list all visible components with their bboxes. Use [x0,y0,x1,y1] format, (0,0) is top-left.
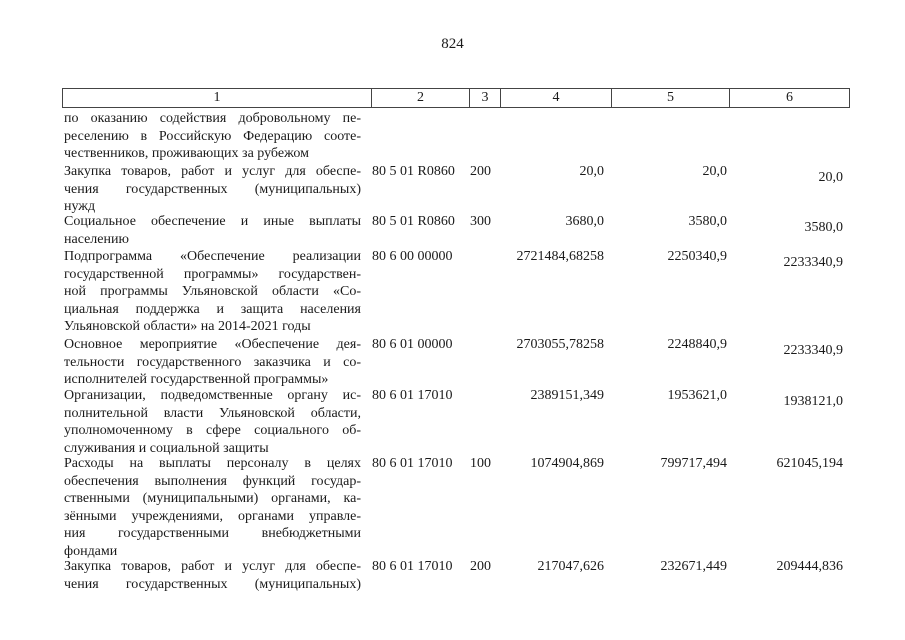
row-code: 80 6 01 00000 [372,337,453,352]
row-name-line: фондами [64,543,118,559]
row-vr: 100 [470,456,491,471]
row-name-line: Основное мероприятие «Обеспечение дея- [64,337,361,352]
row-value-5: 799717,494 [660,456,727,471]
row-name-line: населению [64,231,129,247]
row-name-line: зёнными учреждениями, органами управле- [64,508,361,524]
row-code: 80 6 01 17010 [372,388,453,403]
row-name-line: ной программы Ульяновской области «Со- [64,284,361,300]
header-col-4: 4 [501,89,612,107]
row-value-4: 2721484,68258 [516,249,604,264]
row-name-line: Расходы на выплаты персоналу в целях [64,456,361,471]
row-name-line: исполнителей государственной программы» [64,372,329,388]
row-name-line: тельности государственного заказчика и со- [64,354,361,370]
row-value-4: 217047,626 [537,559,604,574]
row-name-line: государственной программы» государствен- [64,266,361,282]
row-name-line: Организации, подведомственные органу ис- [64,388,361,403]
row-value-4: 2703055,78258 [516,337,604,352]
row-name-line: чения государственных (муниципальных) [64,181,361,197]
row-value-5: 20,0 [702,164,727,179]
row-name [64,455,361,561]
row-name-line: циальная поддержка и защита населения [64,301,361,317]
row-value-6: 209444,836 [776,559,843,574]
page-number: 824 [441,36,464,52]
row-value-5: 1953621,0 [667,388,727,403]
row-name-line: реселению в Российскую Федерацию сооте- [64,128,361,144]
row-value-4: 3680,0 [565,214,604,229]
row-value-6: 1938121,0 [783,394,843,409]
row-name [64,387,361,457]
row-name [64,336,361,389]
row-name-line: нужд [64,199,96,215]
row-name-line: Подпрограмма «Обеспечение реализации [64,249,361,264]
row-value-6: 2233340,9 [783,255,843,270]
row-name-line: Закупка товаров, работ и услуг для обеспе- [64,164,361,179]
row-code: 80 5 01 R0860 [372,164,455,179]
row-name-line: служивания и социальной защиты [64,440,269,456]
row-value-4: 20,0 [579,164,604,179]
row-vr: 300 [470,214,491,229]
row-value-4: 1074904,869 [530,456,604,471]
row-name [64,558,361,593]
row-name [64,163,361,216]
row-code: 80 6 01 17010 [372,456,453,471]
row-name [64,110,361,163]
row-code: 80 6 01 17010 [372,559,453,574]
table-header [62,88,850,108]
row-value-5: 3580,0 [688,214,727,229]
row-value-6: 2233340,9 [783,343,843,358]
row-name-line: Закупка товаров, работ и услуг для обеспе- [64,559,361,574]
row-name-line: чественников, проживающих за рубежом [64,146,309,162]
row-name-line: полнительной власти Ульяновской области, [64,405,361,421]
row-value-4: 2389151,349 [530,388,604,403]
row-name [64,248,361,336]
row-name-line: ния государственными внебюджетными [64,526,361,542]
header-col-2: 2 [372,89,470,107]
row-value-5: 2250340,9 [667,249,727,264]
row-code: 80 6 00 00000 [372,249,453,264]
row-name-line: обеспечения выполнения функций государ- [64,473,361,489]
row-name-line: по оказанию содействия добровольному пе- [64,111,361,126]
row-vr: 200 [470,559,491,574]
row-name-line: уполномоченному в сфере социального об- [64,423,361,439]
row-code: 80 5 01 R0860 [372,214,455,229]
row-value-5: 2248840,9 [667,337,727,352]
header-col-5: 5 [612,89,730,107]
row-name-line: чения государственных (муниципальных) [64,576,361,592]
header-col-3: 3 [470,89,501,107]
row-name [64,213,361,248]
header-col-6: 6 [786,90,793,105]
row-vr: 200 [470,164,491,179]
row-value-6: 621045,194 [776,456,843,471]
row-value-6: 3580,0 [804,220,843,235]
row-value-6: 20,0 [818,170,843,185]
row-value-5: 232671,449 [660,559,727,574]
row-name-line: Социальное обеспечение и иные выплаты [64,214,361,229]
row-name-line: Ульяновской области» на 2014-2021 годы [64,319,311,335]
row-name-line: ственными (муниципальными) органами, ка- [64,491,361,507]
header-col-1: 1 [63,89,372,107]
